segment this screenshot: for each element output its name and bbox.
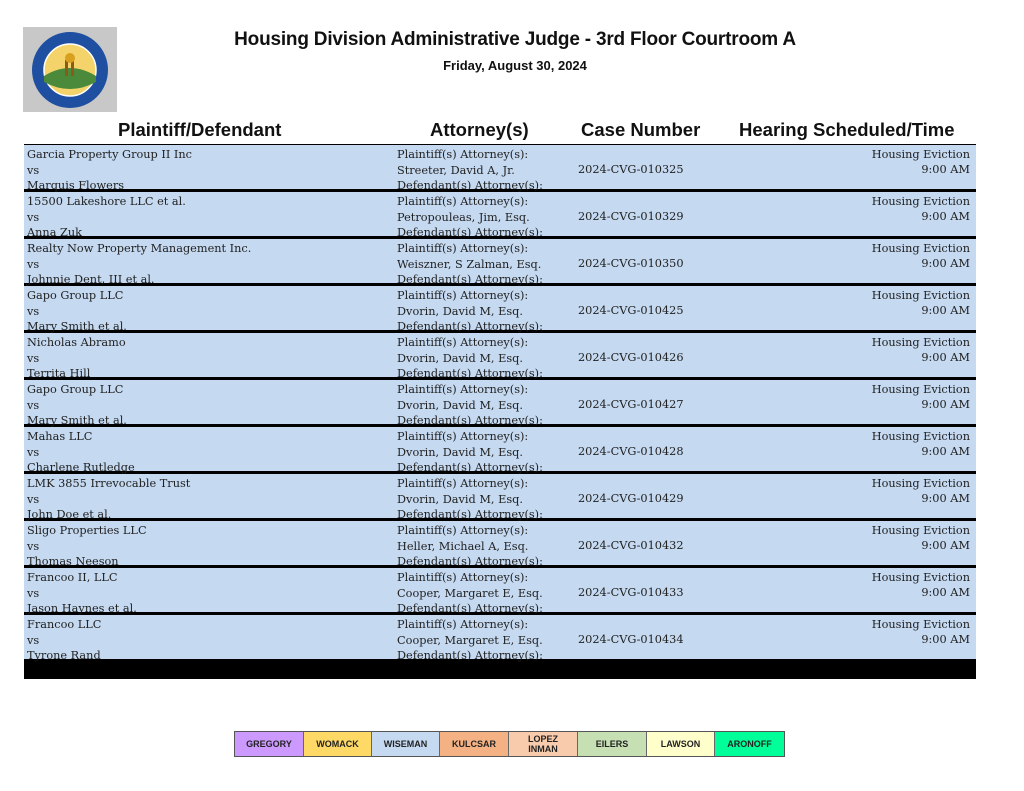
- page-title: Housing Division Administrative Judge - 3rd Floor Courtroom A: [234, 29, 796, 50]
- plaintiff-name: Garcia Property Group II Inc: [27, 148, 192, 161]
- attorney-name: Cooper, Margaret E, Esq.: [397, 586, 543, 600]
- hearing-time: 9:00 AM: [921, 492, 970, 505]
- defendant-attorney-label: Defendant(s) Attorney(s):: [397, 320, 543, 333]
- case-number: 2024-CVG-010432: [578, 539, 684, 552]
- legend-swatch: WOMACK: [304, 732, 372, 756]
- case-number: 2024-CVG-010426: [578, 351, 684, 364]
- defendant-name: Thomas Neeson: [27, 555, 119, 568]
- attorney-name: Dvorin, David M, Esq.: [397, 351, 523, 365]
- plaintiff-attorney-label: Plaintiff(s) Attorney(s):: [397, 618, 529, 631]
- defendant-attorney-label: Defendant(s) Attorney(s):: [397, 602, 543, 615]
- attorney-name: Cooper, Margaret E, Esq.: [397, 633, 543, 647]
- attorney-name: Dvorin, David M, Esq.: [397, 492, 523, 506]
- vs-label: vs: [27, 304, 40, 318]
- case-row: [24, 427, 976, 474]
- case-row: [24, 568, 976, 615]
- vs-label: vs: [27, 351, 40, 365]
- plaintiff-attorney-label: Plaintiff(s) Attorney(s):: [397, 195, 529, 208]
- vs-label: vs: [27, 586, 40, 600]
- defendant-attorney-label: Defendant(s) Attorney(s):: [397, 508, 543, 521]
- case-row: [24, 333, 976, 380]
- plaintiff-attorney-label: Plaintiff(s) Attorney(s):: [397, 383, 529, 396]
- attorney-cell: [397, 194, 543, 241]
- defendant-attorney-label: Defendant(s) Attorney(s):: [397, 273, 543, 286]
- case-number: 2024-CVG-010428: [578, 445, 684, 458]
- plaintiff-name: Gapo Group LLC: [27, 383, 124, 396]
- plaintiff-attorney-label: Plaintiff(s) Attorney(s):: [397, 242, 529, 255]
- attorney-cell: [397, 617, 543, 664]
- defendant-name: Jason Haynes et al.: [27, 602, 137, 615]
- plaintiff-name: Francoo LLC: [27, 618, 102, 631]
- case-number: 2024-CVG-010434: [578, 633, 684, 646]
- party-cell: [27, 241, 251, 288]
- party-cell: [27, 617, 101, 664]
- attorney-name: Dvorin, David M, Esq.: [397, 304, 523, 318]
- attorney-cell: [397, 288, 543, 335]
- plaintiff-attorney-label: Plaintiff(s) Attorney(s):: [397, 571, 529, 584]
- hearing-type: Housing Eviction: [871, 430, 970, 443]
- attorney-cell: [397, 241, 543, 288]
- column-header-attorney: Attorney(s): [430, 119, 529, 140]
- attorney-cell: [397, 382, 543, 429]
- hearing-type: Housing Eviction: [871, 383, 970, 396]
- defendant-name: Johnnie Dent, III et al.: [27, 273, 155, 286]
- vs-label: vs: [27, 633, 40, 647]
- defendant-attorney-label: Defendant(s) Attorney(s):: [397, 414, 543, 427]
- hearing-time: 9:00 AM: [921, 633, 970, 646]
- attorney-cell: [397, 147, 543, 194]
- case-number: 2024-CVG-010350: [578, 257, 684, 270]
- defendant-attorney-label: Defendant(s) Attorney(s):: [397, 226, 543, 239]
- plaintiff-name: LMK 3855 Irrevocable Trust: [27, 477, 191, 490]
- plaintiff-name: Gapo Group LLC: [27, 289, 124, 302]
- plaintiff-name: Mahas LLC: [27, 430, 93, 443]
- hearing-type: Housing Eviction: [871, 618, 970, 631]
- party-cell: [27, 288, 127, 335]
- court-seal: [23, 27, 117, 112]
- party-cell: [27, 570, 137, 617]
- attorney-name: Heller, Michael A, Esq.: [397, 539, 529, 553]
- plaintiff-attorney-label: Plaintiff(s) Attorney(s):: [397, 148, 529, 161]
- defendant-attorney-label: Defendant(s) Attorney(s):: [397, 649, 543, 662]
- case-number: 2024-CVG-010427: [578, 398, 684, 411]
- hearing-time: 9:00 AM: [921, 445, 970, 458]
- party-cell: [27, 335, 126, 382]
- legend-swatch: WISEMAN: [372, 732, 440, 756]
- hearing-time: 9:00 AM: [921, 539, 970, 552]
- case-number: 2024-CVG-010429: [578, 492, 684, 505]
- legend-swatch: LAWSON: [647, 732, 715, 756]
- defendant-name: Anna Zuk: [27, 226, 83, 239]
- case-row: [24, 239, 976, 286]
- plaintiff-attorney-label: Plaintiff(s) Attorney(s):: [397, 524, 529, 537]
- court-seal-icon: [28, 30, 112, 110]
- hearing-type: Housing Eviction: [871, 148, 970, 161]
- case-row: [24, 192, 976, 239]
- attorney-cell: [397, 335, 543, 382]
- attorney-name: Weiszner, S Zalman, Esq.: [397, 257, 542, 271]
- defendant-name: Mary Smith et al.: [27, 320, 127, 333]
- case-number: 2024-CVG-010329: [578, 210, 684, 223]
- defendant-name: Tyrone Rand: [27, 649, 101, 662]
- defendant-attorney-label: Defendant(s) Attorney(s):: [397, 461, 543, 474]
- defendant-attorney-label: Defendant(s) Attorney(s):: [397, 555, 543, 568]
- vs-label: vs: [27, 257, 40, 271]
- hearing-type: Housing Eviction: [871, 336, 970, 349]
- judge-color-legend: [234, 731, 785, 757]
- hearing-time: 9:00 AM: [921, 210, 970, 223]
- attorney-name: Petropouleas, Jim, Esq.: [397, 210, 530, 224]
- party-cell: [27, 194, 186, 241]
- hearing-type: Housing Eviction: [871, 477, 970, 490]
- vs-label: vs: [27, 539, 40, 553]
- attorney-name: Streeter, David A, Jr.: [397, 163, 515, 177]
- vs-label: vs: [27, 210, 40, 224]
- hearing-type: Housing Eviction: [871, 289, 970, 302]
- plaintiff-name: Sligo Properties LLC: [27, 524, 147, 537]
- case-row: [24, 615, 976, 662]
- plaintiff-attorney-label: Plaintiff(s) Attorney(s):: [397, 430, 529, 443]
- attorney-cell: [397, 570, 543, 617]
- vs-label: vs: [27, 163, 40, 177]
- defendant-attorney-label: Defendant(s) Attorney(s):: [397, 179, 543, 192]
- attorney-cell: [397, 523, 543, 570]
- docket-table: [24, 144, 976, 679]
- defendant-name: Charlene Rutledge: [27, 461, 135, 474]
- party-cell: [27, 476, 190, 523]
- vs-label: vs: [27, 492, 40, 506]
- defendant-name: John Doe et al.: [27, 508, 112, 521]
- hearing-time: 9:00 AM: [921, 304, 970, 317]
- plaintiff-name: Francoo II, LLC: [27, 571, 118, 584]
- attorney-name: Dvorin, David M, Esq.: [397, 445, 523, 459]
- attorney-cell: [397, 476, 543, 523]
- hearing-type: Housing Eviction: [871, 195, 970, 208]
- plaintiff-name: 15500 Lakeshore LLC et al.: [27, 195, 186, 208]
- hearing-time: 9:00 AM: [921, 257, 970, 270]
- defendant-name: Marquis Flowers: [27, 179, 125, 192]
- column-header-case-number: Case Number: [581, 119, 701, 140]
- legend-swatch: GREGORY: [235, 732, 304, 756]
- party-cell: [27, 523, 147, 570]
- vs-label: vs: [27, 445, 40, 459]
- hearing-time: 9:00 AM: [921, 398, 970, 411]
- hearing-type: Housing Eviction: [871, 571, 970, 584]
- attorney-name: Dvorin, David M, Esq.: [397, 398, 523, 412]
- case-row: [24, 286, 976, 333]
- legend-swatch: LOPEZ INMAN: [509, 732, 578, 756]
- column-header-hearing: Hearing Scheduled/Time: [739, 119, 955, 140]
- vs-label: vs: [27, 398, 40, 412]
- hearing-type: Housing Eviction: [871, 242, 970, 255]
- column-header-party: Plaintiff/Defendant: [118, 119, 282, 140]
- case-row: [24, 521, 976, 568]
- defendant-name: Mary Smith et al.: [27, 414, 127, 427]
- party-cell: [27, 147, 192, 194]
- hearing-time: 9:00 AM: [921, 163, 970, 176]
- case-number: 2024-CVG-010425: [578, 304, 684, 317]
- plaintiff-attorney-label: Plaintiff(s) Attorney(s):: [397, 336, 529, 349]
- plaintiff-attorney-label: Plaintiff(s) Attorney(s):: [397, 477, 529, 490]
- hearing-date: Friday, August 30, 2024: [443, 58, 587, 73]
- case-row: [24, 474, 976, 521]
- case-row: [24, 145, 976, 192]
- plaintiff-name: Nicholas Abramo: [27, 336, 126, 349]
- legend-swatch: ARONOFF: [715, 732, 784, 756]
- case-number: 2024-CVG-010325: [578, 163, 684, 176]
- plaintiff-name: Realty Now Property Management Inc.: [27, 242, 252, 255]
- case-number: 2024-CVG-010433: [578, 586, 684, 599]
- plaintiff-attorney-label: Plaintiff(s) Attorney(s):: [397, 289, 529, 302]
- attorney-cell: [397, 429, 543, 476]
- hearing-time: 9:00 AM: [921, 586, 970, 599]
- hearing-time: 9:00 AM: [921, 351, 970, 364]
- defendant-name: Territa Hill: [27, 367, 91, 380]
- legend-swatch: EILERS: [578, 732, 647, 756]
- party-cell: [27, 382, 127, 429]
- hearing-type: Housing Eviction: [871, 524, 970, 537]
- case-row: [24, 380, 976, 427]
- party-cell: [27, 429, 135, 476]
- defendant-attorney-label: Defendant(s) Attorney(s):: [397, 367, 543, 380]
- legend-swatch: KULCSAR: [440, 732, 509, 756]
